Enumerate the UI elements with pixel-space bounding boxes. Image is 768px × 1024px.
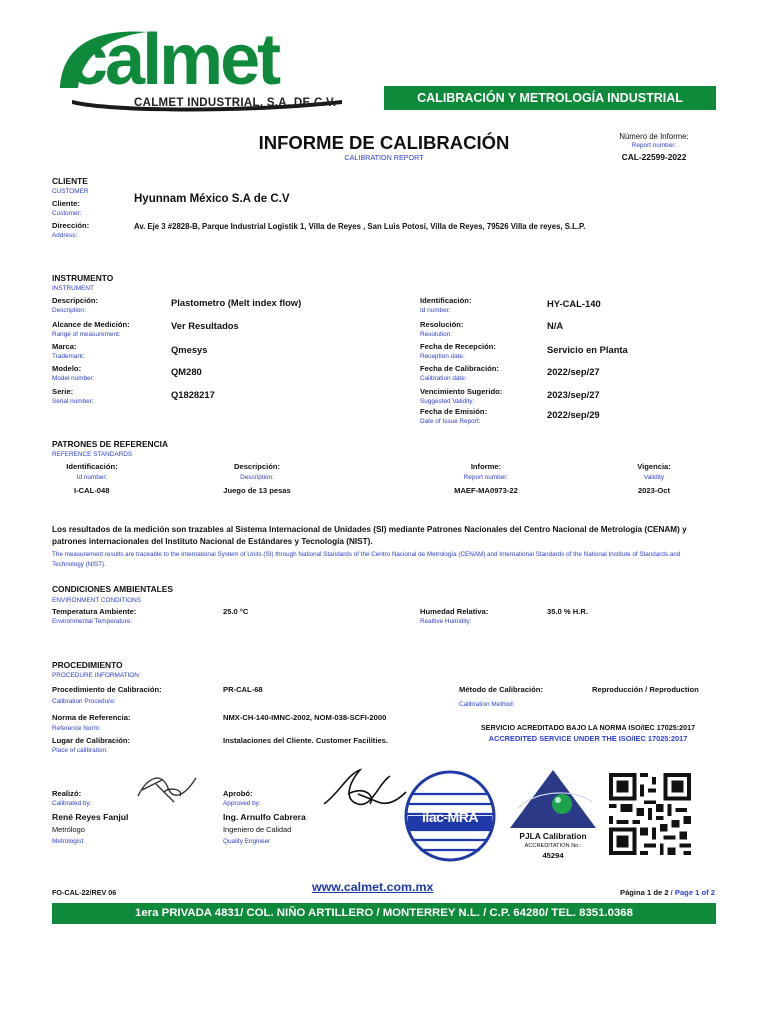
instrument-right-value: N/A: [547, 320, 564, 331]
place-value: Instalaciones del Cliente. Customer Facilities.: [223, 736, 389, 745]
humidity-label-en: Realtive Humidity:: [420, 618, 472, 625]
instrument-left-value: Ver Resultados: [171, 320, 239, 331]
instrument-right-value: HY-CAL-140: [547, 298, 601, 309]
standards-col-header-en: Description:: [240, 474, 274, 481]
approver-role-en: Quality Engineer: [223, 838, 271, 845]
standards-col-header-en: Validity: [643, 474, 665, 481]
procedure-section-title-en: PROCEDURE INFORMATION: [52, 672, 139, 679]
calibrated-by-label: Realizó:: [52, 789, 82, 798]
norm-label: Norma de Referencia:: [52, 713, 131, 722]
procedure-label: Procedimiento de Calibración:: [52, 685, 162, 694]
client-section-title: CLIENTE: [52, 176, 88, 186]
client-label-en: Customer:: [52, 210, 82, 217]
qr-code[interactable]: [604, 769, 696, 859]
instrument-right-label: Fecha de Calibración:: [420, 364, 499, 373]
page-indicator-es: Página 1 de 2: [620, 888, 669, 897]
instrument-right-value: 2022/sep/29: [547, 409, 600, 420]
place-label-en: Place of calibration:: [52, 747, 108, 754]
banner-text: CALIBRACIÓN Y METROLOGÍA INDUSTRIAL: [417, 91, 683, 105]
ilac-text: ilac-MRA: [422, 809, 478, 825]
address-label-en: Address:: [52, 232, 78, 239]
procedure-label-en: Calibration Procedure:: [52, 698, 116, 705]
page-indicator-en: Page 1 of 2: [674, 888, 715, 897]
accredited-service-en: ACCREDITED SERVICE UNDER THE ISO/IEC 17025:2017: [488, 734, 688, 743]
instrument-right-label: Fecha de Recepción:: [420, 342, 496, 351]
instrument-left-label-en: Serial number:: [52, 398, 94, 405]
standards-col-header: Identificación:: [66, 462, 118, 471]
traceability-statement: Los resultados de la medición son trazables al Sistema Internacional de Unidades (SI) mediante Patrones Nacionales del Centro Nacional de Metrología (CENAM) y patrones internacionales del Instituto Nacional de Estándares y Tecnología (NIST).: [52, 525, 687, 546]
standards-col-header-en: Report number:: [463, 474, 509, 481]
instrument-left-value: Qmesys: [171, 344, 208, 355]
instrument-left-label: Descripción:: [52, 296, 98, 305]
accredited-service: SERVICIO ACREDITADO BAJO LA NORMA ISO/IEC 17025:2017: [480, 723, 696, 732]
header-banner: [384, 86, 716, 110]
page-indicator: [620, 888, 715, 897]
instrument-left-label: Serie:: [52, 387, 74, 396]
approver-signature: [318, 764, 410, 820]
method-label-en: Calibration Method:: [459, 701, 515, 708]
page-subtitle: CALIBRATION REPORT: [344, 153, 424, 162]
pjla-title: PJLA Calibration: [519, 831, 587, 841]
standards-section-title-en: REFERENCE STANDARDS: [52, 451, 133, 458]
instrument-left-value: Q1828217: [171, 389, 215, 400]
accreditation-label: ACCREDITATION No.:: [524, 843, 582, 849]
traceability-statement-en: The measurement results are traceable to the International System of Units (SI) through National Standards of the Centro Nacional de Metrología (CENAM) and International Standards of the National Institute of Standards and Technology (NIST).: [52, 551, 681, 568]
instrument-left-label-en: Model number:: [52, 375, 95, 382]
humidity-value: 35.0 % H.R.: [547, 607, 588, 616]
instrument-right-label-en: Reception date:: [420, 353, 465, 360]
instrument-left-label-en: Trademark:: [52, 353, 85, 360]
approved-by-label-en: Approved by:: [223, 800, 261, 807]
instrument-right-label: Vencimiento Sugerido:: [420, 387, 503, 396]
instrument-right-label: Fecha de Emisión:: [420, 407, 488, 416]
place-label: Lugar de Calibración:: [52, 736, 131, 745]
signature-icon: [318, 764, 410, 820]
environment-section-title-en: ENVIRONMENT CONDITIONS: [52, 597, 142, 604]
standards-col-header: Informe:: [470, 462, 502, 471]
calibrated-by-label-en: Calibrated by:: [52, 800, 92, 807]
instrument-right-value: Servicio en Planta: [547, 344, 628, 355]
procedure-value: PR-CAL-68: [223, 685, 263, 694]
instrument-section-title: INSTRUMENTO: [52, 273, 114, 283]
standards-col-header: Descripción:: [234, 462, 280, 471]
instrument-left-label: Modelo:: [52, 364, 82, 373]
footer-address: 1era PRIVADA 4831/ COL. NIÑO ARTILLERO / MONTERREY N.L. / C.P. 64280/ TEL. 8351.0368: [135, 907, 633, 919]
instrument-right-label-en: Suggested Validity:: [420, 398, 475, 405]
instrument-left-label-en: Range of measurement:: [52, 331, 121, 338]
standards-cell: I-CAL-048: [74, 486, 110, 495]
instrument-right-label-en: Date of Issue Report:: [420, 418, 481, 425]
client-label: Cliente:: [52, 199, 80, 208]
client-value: Hyunnam México S.A de C.V: [134, 193, 290, 205]
metrologist-name: René Reyes Fanjul: [52, 812, 129, 822]
standards-section-title: PATRONES DE REFERENCIA: [52, 439, 169, 449]
approver-role: Ingeniero de Calidad: [223, 825, 292, 834]
accreditation-number: 45294: [542, 851, 564, 860]
ilac-mra-badge: [402, 768, 498, 864]
signature-icon: [134, 766, 204, 810]
approver-name: Ing. Arnulfo Cabrera: [223, 812, 306, 822]
footer-address-bar: [52, 903, 716, 924]
address-label: Dirección:: [52, 221, 90, 230]
logo-wordmark: calmet: [68, 20, 279, 100]
environment-section-title: CONDICIONES AMBIENTALES: [52, 584, 173, 594]
client-section-title-en: CUSTOMER: [52, 188, 89, 195]
qr-code-icon: [604, 769, 696, 859]
page-title: INFORME DE CALIBRACIÓN: [258, 132, 510, 153]
website-link[interactable]: www.calmet.com.mx: [312, 880, 434, 894]
instrument-left-label-en: Description:: [52, 307, 86, 314]
instrument-right-label: Resolución:: [420, 320, 464, 329]
instrument-right-value: 2023/sep/27: [547, 389, 600, 400]
instrument-right-label-en: Calibration date:: [420, 375, 467, 382]
instrument-right-label-en: Resolution:: [420, 331, 452, 338]
instrument-right-label: Identificación:: [420, 296, 472, 305]
temperature-label: Temperatura Ambiente:: [52, 607, 137, 616]
standards-cell: Juego de 13 pesas: [223, 486, 291, 495]
temperature-value: 25.0 °C: [223, 607, 249, 616]
instrument-right-value: 2022/sep/27: [547, 366, 600, 377]
instrument-right-label-en: Id number:: [420, 307, 451, 314]
form-code: FO-CAL-22/REV 06: [52, 888, 117, 897]
pjla-badge: [508, 768, 598, 864]
metrologist-role-en: Metrologist: [52, 838, 84, 845]
instrument-left-value: Plastometro (Melt index flow): [171, 297, 302, 308]
standards-cell: 2023-Oct: [637, 486, 671, 495]
page-indicator-separator: /: [668, 888, 675, 897]
temperature-label-en: Environmental Temperature:: [52, 618, 133, 625]
standards-col-header: Vigencia:: [637, 462, 671, 471]
report-number-label-en: Report number:: [631, 142, 677, 149]
metrologist-signature: [134, 766, 204, 810]
standards-col-header-en: Id number:: [76, 474, 108, 481]
approved-by-label: Aprobó:: [223, 789, 253, 798]
instrument-left-value: QM280: [171, 366, 202, 377]
norm-value: NMX-CH-140-IMNC-2002, NOM-038-SCFI-2000: [223, 713, 387, 722]
method-label: Método de Calibración:: [459, 685, 543, 694]
standards-cell: MAEF-MA0973-22: [454, 486, 518, 495]
humidity-label: Humedad Relativa:: [420, 607, 489, 616]
metrologist-role: Metrólogo: [52, 825, 85, 834]
report-number: CAL-22599-2022: [621, 152, 687, 162]
method-value: Reproducción / Reproduction: [592, 685, 699, 694]
instrument-left-label: Alcance de Medición:: [52, 320, 130, 329]
procedure-section-title: PROCEDIMIENTO: [52, 660, 123, 670]
norm-label-en: Reference Norm:: [52, 725, 101, 732]
pjla-triangle-icon: [508, 768, 598, 830]
instrument-left-label: Marca:: [52, 342, 77, 351]
company-name: CALMET INDUSTRIAL, S.A. DE C.V.: [134, 97, 337, 109]
instrument-section-title-en: INSTRUMENT: [52, 285, 94, 292]
address-value: Av. Eje 3 #2828-B, Parque Industrial Logistik 1, Villa de Reyes , San Luis Potosí, Villa de Reyes, 79526 Villa de reyes, S.L.P.: [134, 222, 586, 231]
report-number-label: Número de Informe:: [619, 132, 689, 141]
